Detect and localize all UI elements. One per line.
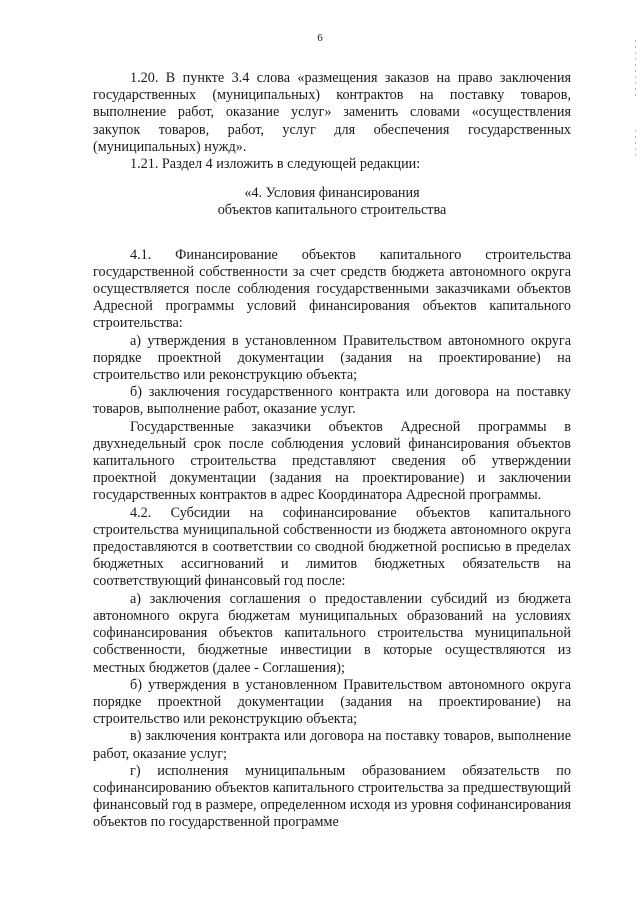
list-item-4-2-v: в) заключения контракта или договора на поставку товаров, выполнение работ, оказание услуг; xyxy=(93,728,571,762)
page-number: 6 xyxy=(317,32,323,44)
document-body xyxy=(93,70,571,832)
section-heading-line-1: «4. Условия финансирования xyxy=(244,185,420,202)
paragraph-1-20: 1.20. В пункте 3.4 слова «размещения заказов на право заключения государственных (муниципальных) контрактов на поставку товаров, выполнение работ, оказание услуг» заменить словами «осуществления закупок товаров, работ, услуг для обеспечения государственных (муниципальных) нужд». xyxy=(93,70,571,155)
scan-margin-mark xyxy=(635,130,636,160)
scan-margin-mark xyxy=(635,40,636,100)
paragraph-customers: Государственные заказчики объектов Адресной программы в двухнедельный срок после соблюдения условий финансирования объектов капитального строительства представляют сведения об утверждении проектной документации (задания на проектирование) и заключении государственных контрактов в адрес Координатора Адресной программы. xyxy=(93,418,571,504)
paragraph-4-1: 4.1. Финансирование объектов капитального строительства государственной собственности за счет средств бюджета автономного округа осуществляется после соблюдения государственными заказчиками объектов Адресной программы условий финансирования объектов капитального строительства: xyxy=(93,246,571,332)
list-item-4-2-b: б) утверждения в установленном Правительством автономного округа порядке проектной документации (задания на проектирование) на строительство или реконструкцию объекта; xyxy=(93,676,571,728)
section-heading-line-2: объектов капитального строительства xyxy=(217,202,447,219)
section-heading xyxy=(93,185,571,219)
paragraph-4-2: 4.2. Субсидии на софинансирование объектов капитального строительства муниципальной собственности из бюджета автономного округа предоставляются в соответствии со сводной бюджетной росписью в пределах бюджетных ассигнований и лимитов бюджетных обязательств на соответствующий финансовый год после: xyxy=(93,504,571,590)
list-item-4-2-g: г) исполнения муниципальным образованием обязательств по софинансированию объектов капитального строительства за предшествующий финансовый год в размере, определенном исходя из уровня софинансирования объектов по государственной программе xyxy=(93,762,571,831)
paragraph-1-21: 1.21. Раздел 4 изложить в следующей редакции: xyxy=(130,156,421,173)
list-item-4-1-b: б) заключения государственного контракта или договора на поставку товаров, выполнение работ, оказание услуг. xyxy=(93,384,571,418)
list-item-4-1-a: а) утверждения в установленном Правительством автономного округа порядке проектной документации (задания на проектирование) на строительство или реконструкцию объекта; xyxy=(93,332,571,384)
list-item-4-2-a: а) заключения соглашения о предоставлении субсидий из бюджета автономного округа бюджетам муниципальных образований на условиях софинансирования объектов капитального строительства муниципальной собственности, бюджетные инвестиции в которые осуществляются из местных бюджетов (далее - Соглашения); xyxy=(93,590,571,676)
